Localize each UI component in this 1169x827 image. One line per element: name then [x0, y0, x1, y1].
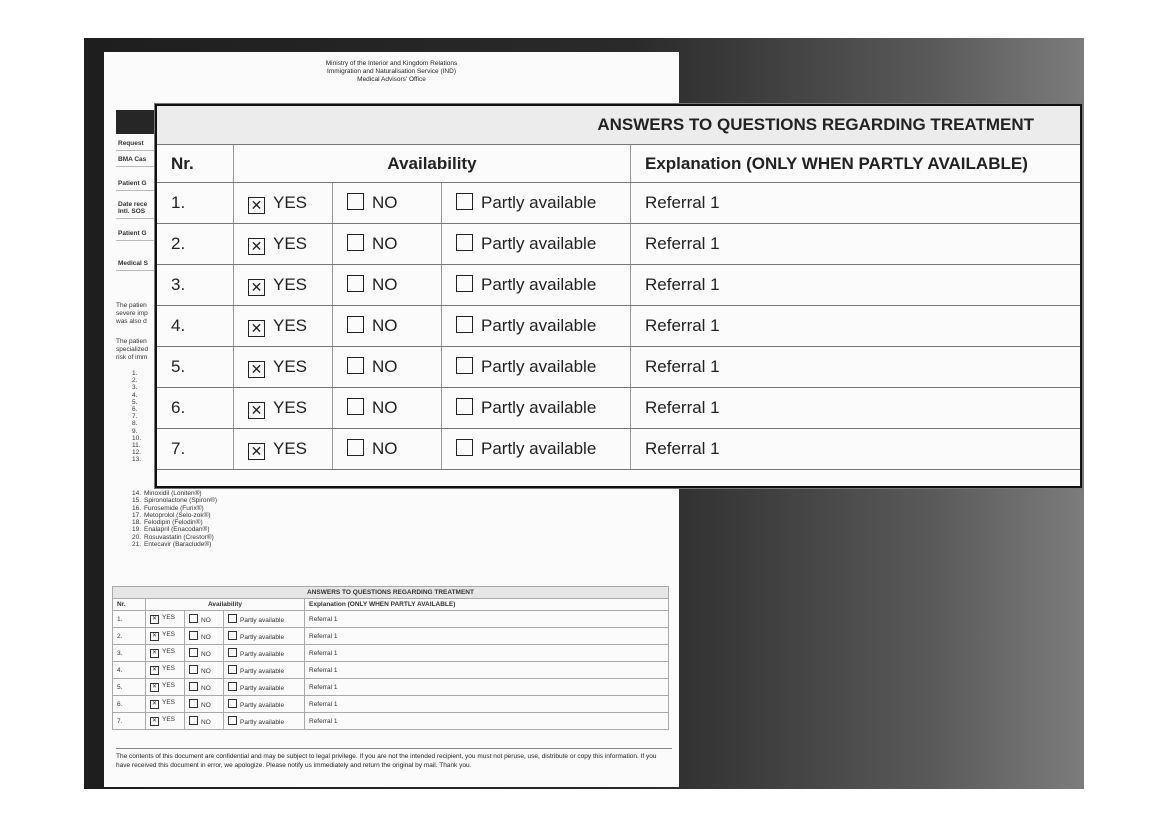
option-label: YES [273, 315, 308, 335]
row-number: 2. [157, 224, 234, 265]
list-number: 4. [132, 391, 138, 399]
option-label: NO [372, 439, 398, 458]
unchecked-checkbox[interactable] [347, 398, 364, 415]
row-number: 7. [113, 713, 146, 730]
unchecked-checkbox[interactable] [456, 193, 473, 210]
unchecked-checkbox[interactable] [189, 716, 198, 725]
option-cell [224, 679, 305, 696]
option-cell [185, 679, 224, 696]
option-cell [234, 265, 333, 306]
table-row [113, 696, 669, 713]
unchecked-checkbox[interactable] [347, 275, 364, 292]
option-cell [185, 713, 224, 730]
option-cell [442, 306, 631, 347]
checked-checkbox[interactable]: ✕ [151, 684, 158, 690]
medication-name: Enalapril (Enacodan®) [144, 526, 210, 534]
option-label: YES [273, 438, 308, 458]
list-number: 7. [132, 413, 138, 421]
option-label: YES [162, 648, 176, 655]
option-cell [185, 645, 224, 662]
medication-number: 19. [132, 526, 142, 534]
option-label: YES [273, 397, 308, 417]
option-cell [234, 347, 333, 388]
option-cell [333, 347, 442, 388]
list-number: 13. [132, 456, 142, 464]
medication-name: Furosemide (Furix®) [144, 504, 204, 512]
unchecked-checkbox[interactable] [228, 665, 237, 674]
text-fragment: The patien [116, 338, 147, 345]
explanation-cell: Referral 1 [631, 429, 1081, 470]
option-cell [234, 224, 333, 265]
unchecked-checkbox[interactable] [228, 614, 237, 623]
option-cell [442, 224, 631, 265]
option-cell [224, 662, 305, 679]
medication-number: 17. [132, 511, 142, 519]
column-header-availability: Availability [146, 599, 305, 611]
option-label: Partly available [240, 651, 285, 658]
option-cell [146, 696, 185, 713]
medication-name: Rosuvastatin (Crestor®) [144, 533, 214, 541]
explanation-cell: Referral 1 [631, 224, 1081, 265]
field-label: Patient G [116, 228, 178, 241]
option-label: Partly available [240, 668, 285, 675]
option-cell [333, 429, 442, 470]
unchecked-checkbox[interactable] [228, 682, 237, 691]
option-label: YES [273, 274, 308, 294]
column-header-explanation: Explanation (ONLY WHEN PARTLY AVAILABLE) [305, 599, 669, 611]
option-label: NO [201, 702, 211, 709]
table-row [157, 429, 1080, 470]
option-label: YES [162, 614, 176, 621]
explanation-cell: Referral 1 [631, 306, 1081, 347]
explanation-cell: Referral 1 [631, 388, 1081, 429]
option-label: Partly available [240, 685, 285, 692]
table-row [157, 183, 1080, 224]
explanation-cell: Referral 1 [305, 696, 669, 713]
option-cell [224, 696, 305, 713]
text-fragment: The patien [116, 302, 147, 309]
option-cell [442, 183, 631, 224]
table-title: ANSWERS TO QUESTIONS REGARDING TREATMENT [157, 106, 1080, 145]
checked-checkbox[interactable]: ✕ [248, 279, 265, 296]
row-number: 2. [113, 628, 146, 645]
option-label: Partly available [481, 398, 597, 417]
list-number: 6. [132, 406, 138, 414]
checked-checkbox[interactable]: ✕ [248, 197, 265, 214]
checked-checkbox[interactable]: ✕ [151, 718, 158, 724]
table-row [113, 662, 669, 679]
table-row [157, 388, 1080, 429]
option-cell [146, 679, 185, 696]
explanation-cell: Referral 1 [305, 645, 669, 662]
unchecked-checkbox[interactable] [189, 648, 198, 657]
row-number: 3. [157, 265, 234, 306]
medication-item [132, 505, 217, 512]
explanation-cell: Referral 1 [305, 628, 669, 645]
column-header-explanation: Explanation (ONLY WHEN PARTLY AVAILABLE) [631, 145, 1081, 183]
medication-item [132, 534, 217, 541]
option-cell [333, 265, 442, 306]
option-cell [333, 183, 442, 224]
option-label: YES [162, 682, 176, 689]
option-label: YES [162, 631, 176, 638]
unchecked-checkbox[interactable] [347, 234, 364, 251]
unchecked-checkbox[interactable] [189, 614, 198, 623]
field-label: BMA Cas [116, 154, 178, 167]
column-header-nr: Nr. [113, 599, 146, 611]
medication-number: 20. [132, 533, 142, 541]
checked-checkbox[interactable]: ✕ [248, 320, 265, 337]
option-label: Partly available [240, 719, 285, 726]
text-fragment: severe imp [116, 310, 148, 317]
option-label: NO [201, 685, 211, 692]
medication-list [132, 490, 217, 548]
list-number: 3. [132, 384, 138, 392]
row-number: 4. [113, 662, 146, 679]
explanation-cell: Referral 1 [305, 713, 669, 730]
row-number: 1. [157, 183, 234, 224]
option-cell [234, 183, 333, 224]
checked-checkbox[interactable]: ✕ [248, 402, 265, 419]
option-label: NO [372, 275, 398, 294]
org-line: Ministry of the Interior and Kingdom Relations [325, 60, 458, 67]
org-line: Medical Advisors' Office [357, 76, 426, 83]
option-cell [442, 429, 631, 470]
confidentiality-footer: The contents of this document are confidential and may be subject to legal privilege. If you are not the intended recipient, you must not peruse, use, distribute or copy this information. If you have received this document in error, we apologize. Please notify us immediately and return the original by mail. Thank you. [116, 748, 672, 770]
option-label: YES [273, 356, 308, 376]
option-label: NO [372, 193, 398, 212]
unchecked-checkbox[interactable] [347, 439, 364, 456]
row-number: 1. [113, 611, 146, 628]
option-cell [146, 645, 185, 662]
row-number: 5. [113, 679, 146, 696]
unchecked-checkbox[interactable] [347, 316, 364, 333]
unchecked-checkbox[interactable] [228, 716, 237, 725]
list-number: 10. [132, 434, 142, 442]
column-header-availability: Availability [234, 145, 631, 183]
table-row [157, 347, 1080, 388]
unchecked-checkbox[interactable] [347, 193, 364, 210]
checked-checkbox[interactable]: ✕ [248, 443, 265, 460]
column-header-nr: Nr. [157, 145, 234, 183]
medication-number: 18. [132, 519, 142, 527]
organization-header [104, 60, 679, 84]
explanation-cell: Referral 1 [631, 183, 1081, 224]
option-cell [146, 611, 185, 628]
option-cell [185, 662, 224, 679]
list-number: 9. [132, 427, 138, 435]
option-cell [146, 713, 185, 730]
medication-number: 15. [132, 497, 142, 505]
table-row [113, 679, 669, 696]
unchecked-checkbox[interactable] [228, 631, 237, 640]
medication-name: Metoprolol (Selo-zok®) [144, 511, 211, 519]
list-number: 5. [132, 398, 138, 406]
medication-item [132, 497, 217, 504]
checked-checkbox[interactable]: ✕ [151, 667, 158, 673]
option-cell [234, 388, 333, 429]
medication-item [132, 541, 217, 548]
explanation-cell: Referral 1 [631, 347, 1081, 388]
list-number: 8. [132, 420, 138, 428]
text-fragment: specialized [116, 346, 149, 353]
zoomed-answers-callout [155, 104, 1082, 488]
medication-number: 21. [132, 541, 142, 549]
option-label: Partly available [481, 316, 597, 335]
option-label: Partly available [481, 234, 597, 253]
option-label: YES [162, 716, 176, 723]
table-title: ANSWERS TO QUESTIONS REGARDING TREATMENT [113, 587, 669, 599]
option-cell [333, 306, 442, 347]
row-number: 4. [157, 306, 234, 347]
unchecked-checkbox[interactable] [228, 648, 237, 657]
option-label: NO [201, 634, 211, 641]
option-cell [224, 713, 305, 730]
table-row [157, 224, 1080, 265]
checked-checkbox[interactable]: ✕ [248, 238, 265, 255]
option-cell [224, 645, 305, 662]
treatment-list-numbers [132, 370, 141, 464]
option-label: YES [162, 665, 176, 672]
option-label: NO [372, 357, 398, 376]
unchecked-checkbox[interactable] [347, 357, 364, 374]
unchecked-checkbox[interactable] [456, 357, 473, 374]
option-cell [224, 611, 305, 628]
option-cell [442, 388, 631, 429]
unchecked-checkbox[interactable] [456, 439, 473, 456]
unchecked-checkbox[interactable] [456, 234, 473, 251]
table-row [113, 611, 669, 628]
medication-item [132, 526, 217, 533]
medication-name: Minoxidil (Loniten®) [144, 490, 202, 497]
medication-number: 16. [132, 504, 142, 512]
option-label: Partly available [481, 275, 597, 294]
option-cell [146, 662, 185, 679]
field-label: Date rece Intl. SOS [116, 199, 154, 219]
unchecked-checkbox[interactable] [456, 316, 473, 333]
option-label: Partly available [481, 193, 597, 212]
explanation-cell: Referral 1 [305, 611, 669, 628]
option-cell [185, 696, 224, 713]
answers-table-small [112, 586, 669, 730]
option-label: YES [273, 233, 308, 253]
checked-checkbox[interactable]: ✕ [151, 701, 158, 707]
medication-name: Felodipin (Felodin®) [144, 519, 203, 527]
answers-table-zoomed [157, 106, 1080, 470]
option-label: NO [201, 668, 211, 675]
option-cell [146, 628, 185, 645]
unchecked-checkbox[interactable] [189, 699, 198, 708]
text-fragment: was also d [116, 318, 147, 325]
checked-checkbox[interactable]: ✕ [151, 616, 158, 622]
medication-name: Entecavir (Baraclude®) [144, 541, 212, 549]
option-cell [442, 347, 631, 388]
checked-checkbox[interactable]: ✕ [151, 633, 158, 639]
option-label: YES [162, 699, 176, 706]
option-label: NO [201, 719, 211, 726]
list-number: 1. [132, 370, 138, 377]
explanation-cell: Referral 1 [305, 662, 669, 679]
option-cell [333, 224, 442, 265]
option-label: NO [372, 316, 398, 335]
option-label: Partly available [240, 702, 285, 709]
list-number: 2. [132, 377, 138, 385]
unchecked-checkbox[interactable] [456, 398, 473, 415]
option-label: Partly available [481, 439, 597, 458]
field-label: Request [116, 138, 178, 151]
text-fragment: risk of imm [116, 354, 148, 361]
option-label: NO [201, 651, 211, 658]
table-row [113, 645, 669, 662]
explanation-cell: Referral 1 [305, 679, 669, 696]
unchecked-checkbox[interactable] [189, 631, 198, 640]
table-row [113, 713, 669, 730]
org-line: Immigration and Naturalisation Service (IND) [327, 68, 456, 75]
option-label: Partly available [240, 617, 285, 624]
option-label: Partly available [481, 357, 597, 376]
option-cell [185, 611, 224, 628]
option-cell [234, 306, 333, 347]
unchecked-checkbox[interactable] [456, 275, 473, 292]
field-label: Patient G [116, 178, 178, 191]
option-cell [185, 628, 224, 645]
option-label: YES [273, 192, 308, 212]
option-label: NO [201, 617, 211, 624]
row-number: 6. [113, 696, 146, 713]
unchecked-checkbox[interactable] [189, 665, 198, 674]
checked-checkbox[interactable]: ✕ [151, 650, 158, 656]
table-row [157, 265, 1080, 306]
explanation-cell: Referral 1 [631, 265, 1081, 306]
option-label: NO [372, 234, 398, 253]
unchecked-checkbox[interactable] [228, 699, 237, 708]
option-label: Partly available [240, 634, 285, 641]
row-number: 3. [113, 645, 146, 662]
list-number: 12. [132, 449, 142, 457]
unchecked-checkbox[interactable] [189, 682, 198, 691]
table-row [157, 306, 1080, 347]
option-cell [442, 265, 631, 306]
field-label: Medical S [116, 258, 178, 271]
medication-number: 14. [132, 490, 142, 497]
list-number: 11. [132, 442, 141, 450]
option-cell [333, 388, 442, 429]
option-cell [224, 628, 305, 645]
row-number: 6. [157, 388, 234, 429]
medication-name: Spironolactone (Spiron®) [144, 497, 218, 505]
row-number: 7. [157, 429, 234, 470]
table-row [113, 628, 669, 645]
option-label: NO [372, 398, 398, 417]
row-number: 5. [157, 347, 234, 388]
checked-checkbox[interactable]: ✕ [248, 361, 265, 378]
option-cell [234, 429, 333, 470]
